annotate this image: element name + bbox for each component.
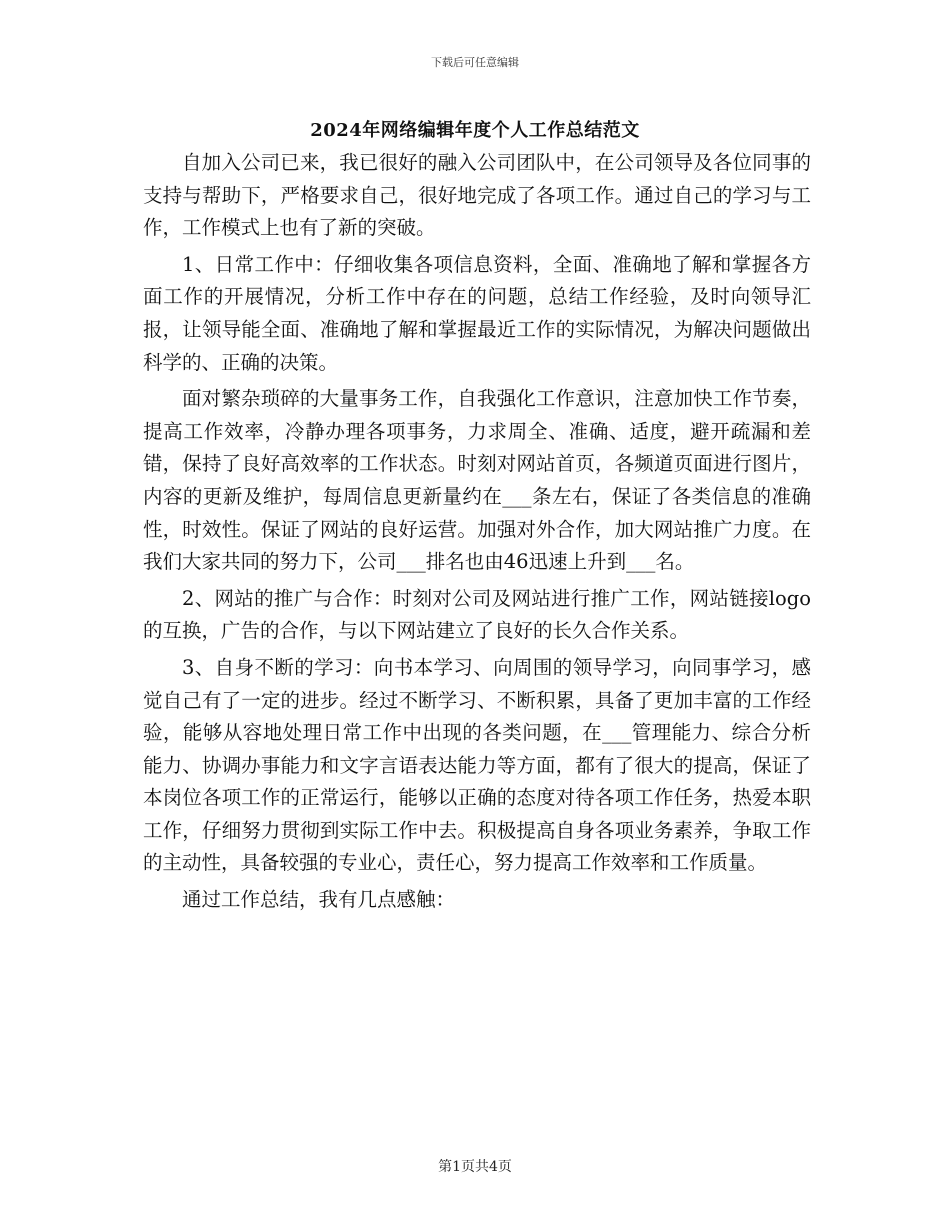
page-header-note: 下载后可任意编辑 <box>431 56 519 69</box>
document-body <box>143 147 811 921</box>
paragraph-learning: 3、自身不断的学习：向书本学习、向周围的领导学习，向同事学习，感觉自己有了一定的进步。经过不断学习、不断积累，具备了更加丰富的工作经验，能够从容地处理日常工作中出现的各类问题，在___管理能力、综合分析能力、协调办事能力和文字言语表达能力等方面，都有了很大的提高，保证了本岗位各项工作的正常运行，能够以正确的态度对待各项工作任务，热爱本职工作，仔细努力贯彻到实际工作中去。积极提高自身各项业务素养，争取工作的主动性，具备较强的专业心，责任心，努力提高工作效率和工作质量。 <box>143 655 811 875</box>
paragraph-intro: 自加入公司已来，我已很好的融入公司团队中，在公司领导及各位同事的支持与帮助下，严格要求自己，很好地完成了各项工作。通过自己的学习与工作，工作模式上也有了新的突破。 <box>143 151 811 240</box>
paragraph-reflections: 通过工作总结，我有几点感触： <box>182 888 456 912</box>
page-number: 第1页共4页 <box>438 1159 512 1175</box>
paragraph-promotion: 2、网站的推广与合作：时刻对公司及网站进行推广工作，网站链接logo的互换，广告的合作，与以下网站建立了良好的长久合作关系。 <box>143 586 811 643</box>
document-title: 2024年网络编辑年度个人工作总结范文 <box>310 120 640 141</box>
paragraph-daily-work: 1、日常工作中：仔细收集各项信息资料，全面、准确地了解和掌握各方面工作的开展情况，分析工作中存在的问题，总结工作经验，及时向领导汇报，让领导能全面、准确地了解和掌握最近工作的实际情况，为解决问题做出科学的、正确的决策。 <box>143 252 811 374</box>
paragraph-affairs: 面对繁杂琐碎的大量事务工作，自我强化工作意识，注意加快工作节奏，提高工作效率，冷静办理各项事务，力求周全、准确、适度，避开疏漏和差错，保持了良好高效率的工作状态。时刻对网站首页，各频道页面进行图片，内容的更新及维护，每周信息更新量约在___条左右，保证了各类信息的准确性，时效性。保证了网站的良好运营。加强对外合作，加大网站推广力度。在我们大家共同的努力下，公司___排名也由46迅速上升到___名。 <box>143 387 811 574</box>
